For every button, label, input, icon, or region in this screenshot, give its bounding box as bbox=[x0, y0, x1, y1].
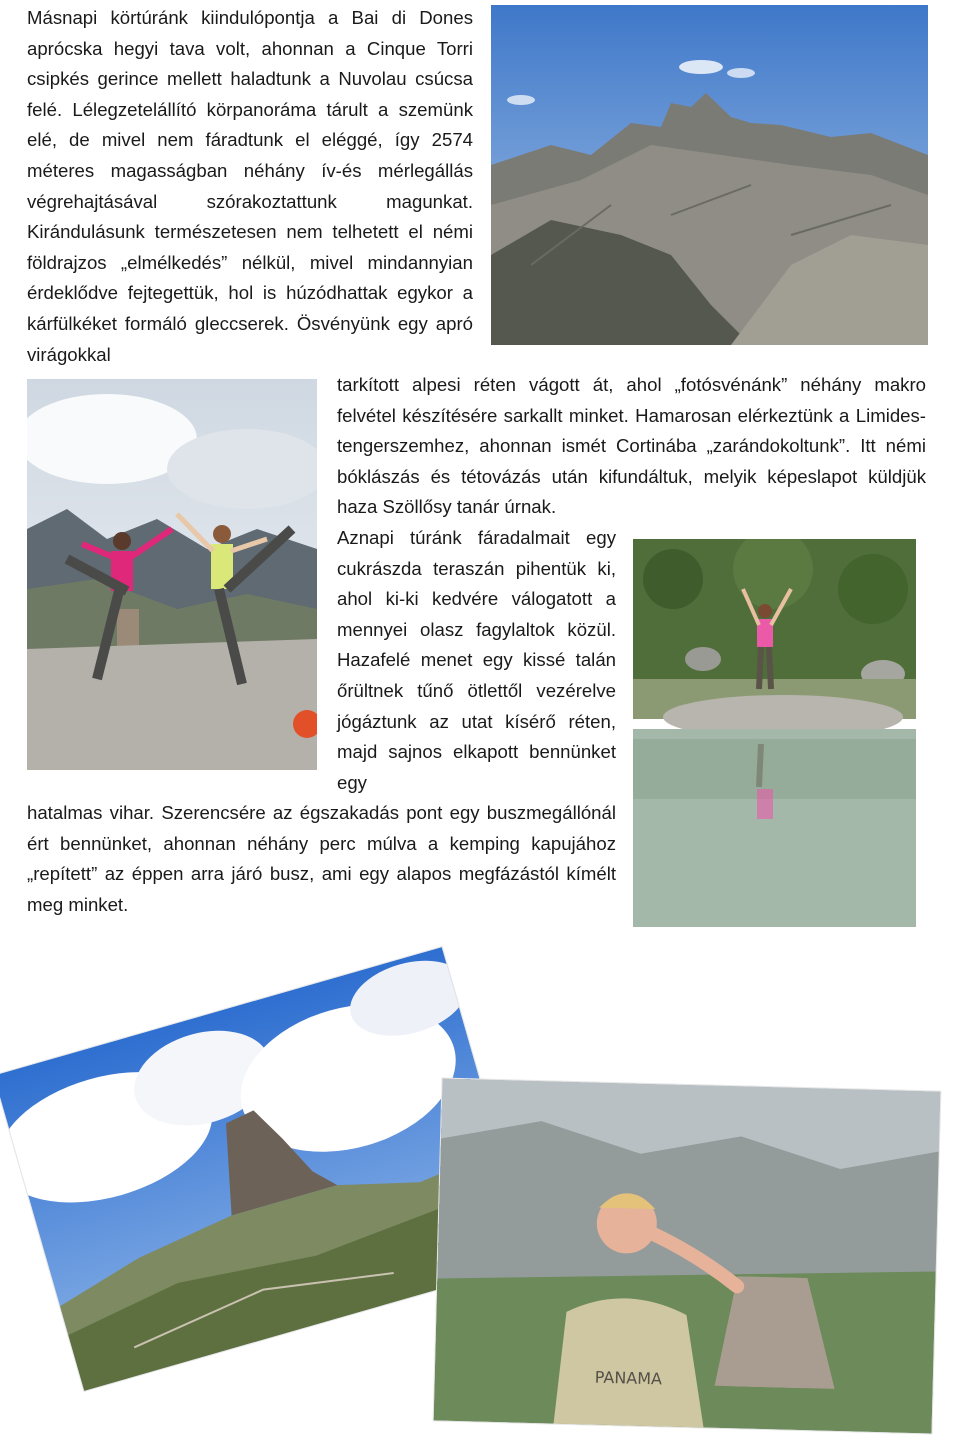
yoga-pose-photo bbox=[27, 379, 317, 770]
paragraph-intro: Másnapi körtúránk kiindulópontja a Bai di Dones aprócska hegyi tava volt, ahonnan a Cinque Torri csipkés gerince mellett haladtunk a Nuvolau csúcsa felé. Lélegzetelállító körpanoráma tárult a szemünk elé, de mivel nem fáradtunk el eléggé, így 2574 méteres magasságban néhány ív-és mérlegállás végrehajtásával szórakoztattunk magunkat. Kirándulásunk természetesen nem telhetett el némi földrajzos „elmélkedés” nélkül, mivel mindannyian érdeklődve fejtegettük, hol is húzódhattak egykor a kárfülkéket formáló gleccserek. Ösvényünk egy apró virágokkal bbox=[27, 7, 473, 365]
svg-text:PANAMA: PANAMA bbox=[594, 1367, 663, 1389]
lake-reflection-photo bbox=[633, 539, 916, 927]
paragraph-cafe: Aznapi túránk fáradalmait egy cukrászda teraszán pihentük ki, ahol ki-ki kedvére válogatott a mennyei olasz fagylaltok közül. Hazafelé menet egy kissé talán őrültnek tűnő ötlettől vezérelve jógáztunk az utat kísérő réten, majd sajnos elkapott bennünket egy bbox=[337, 527, 616, 793]
paragraph-meadow: tarkított alpesi réten vágott át, ahol „fotósvénánk” néhány makro felvétel készítésére sarkallt minket. Hamarosan elérkeztünk a Limides-tengerszemhez, ahonnan ismét Cortinába „zarándokoltunk”. Itt némi bóklászás és tétovázás után kifundáltuk, melyik képeslapot küldjük haza Szöllősy tanár úrnak. bbox=[337, 374, 926, 518]
paragraph-storm: hatalmas vihar. Szerencsére az égszakadás pont egy buszmegállónál ért bennünket, ahonnan néhány perc múlva a kemping kapujához „repített” az éppen arra járó busz, ami egy alapos megfázástól kímélt meg minket. bbox=[27, 802, 616, 915]
hiker-portrait-photo bbox=[434, 1079, 941, 1434]
mountain-panorama-photo bbox=[491, 5, 928, 345]
